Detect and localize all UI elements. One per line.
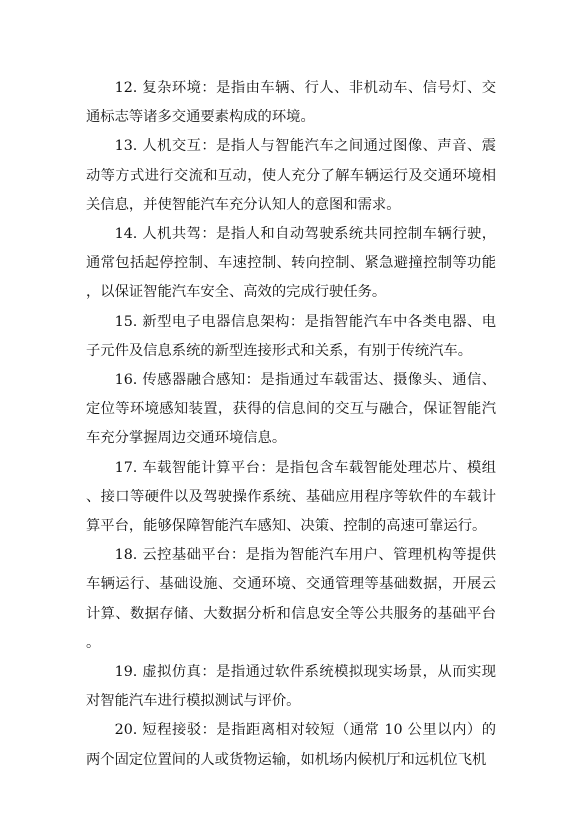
definition-paragraph: 13. 人机交互：是指人与智能汽车之间通过图像、声音、震动等方式进行交流和互动，使人充分了解车辆运行及交通环境相关信息，并使智能汽车充分认知人的意图和需求。: [86, 138, 496, 213]
definition-paragraph: 17. 车载智能计算平台：是指包含车载智能处理芯片、模组、接口等硬件以及驾驶操作系统、基础应用程序等软件的车载计算平台，能够保障智能汽车感知、决策、控制的高速可靠运行。: [86, 459, 496, 535]
definition-paragraph: 12. 复杂环境：是指由车辆、行人、非机动车、信号灯、交通标志等诸多交通要素构成的环境。: [86, 80, 496, 126]
definition-paragraph: 20. 短程接驳：是指距离相对较短（通常 10 公里以内）的两个固定位置间的人或货物运输，如机场内候机厅和远机位飞机: [86, 722, 496, 768]
definition-paragraph: 15. 新型电子电器信息架构：是指智能汽车中各类电器、电子元件及信息系统的新型连接形式和关系，有别于传统汽车。: [86, 313, 496, 359]
definition-paragraph: 14. 人机共驾：是指人和自动驾驶系统共同控制车辆行驶，通常包括起停控制、车速控制、转向控制、紧急避撞控制等功能，以保证智能汽车安全、高效的完成行驶任务。: [86, 226, 496, 301]
definition-paragraph: 19. 虚拟仿真：是指通过软件系统模拟现实场景，从而实现对智能汽车进行模拟测试与评价。: [86, 664, 496, 710]
definition-paragraph: 18. 云控基础平台：是指为智能汽车用户、管理机构等提供车辆运行、基础设施、交通环境、交通管理等基础数据，开展云计算、数据存储、大数据分析和信息安全等公共服务的基础平台。: [86, 547, 496, 651]
definition-paragraph: 16. 传感器融合感知：是指通过车载雷达、摄像头、通信、定位等环境感知装置，获得的信息间的交互与融合，保证智能汽车充分掌握周边交通环境信息。: [86, 372, 496, 447]
definitions-text: [86, 74, 496, 775]
